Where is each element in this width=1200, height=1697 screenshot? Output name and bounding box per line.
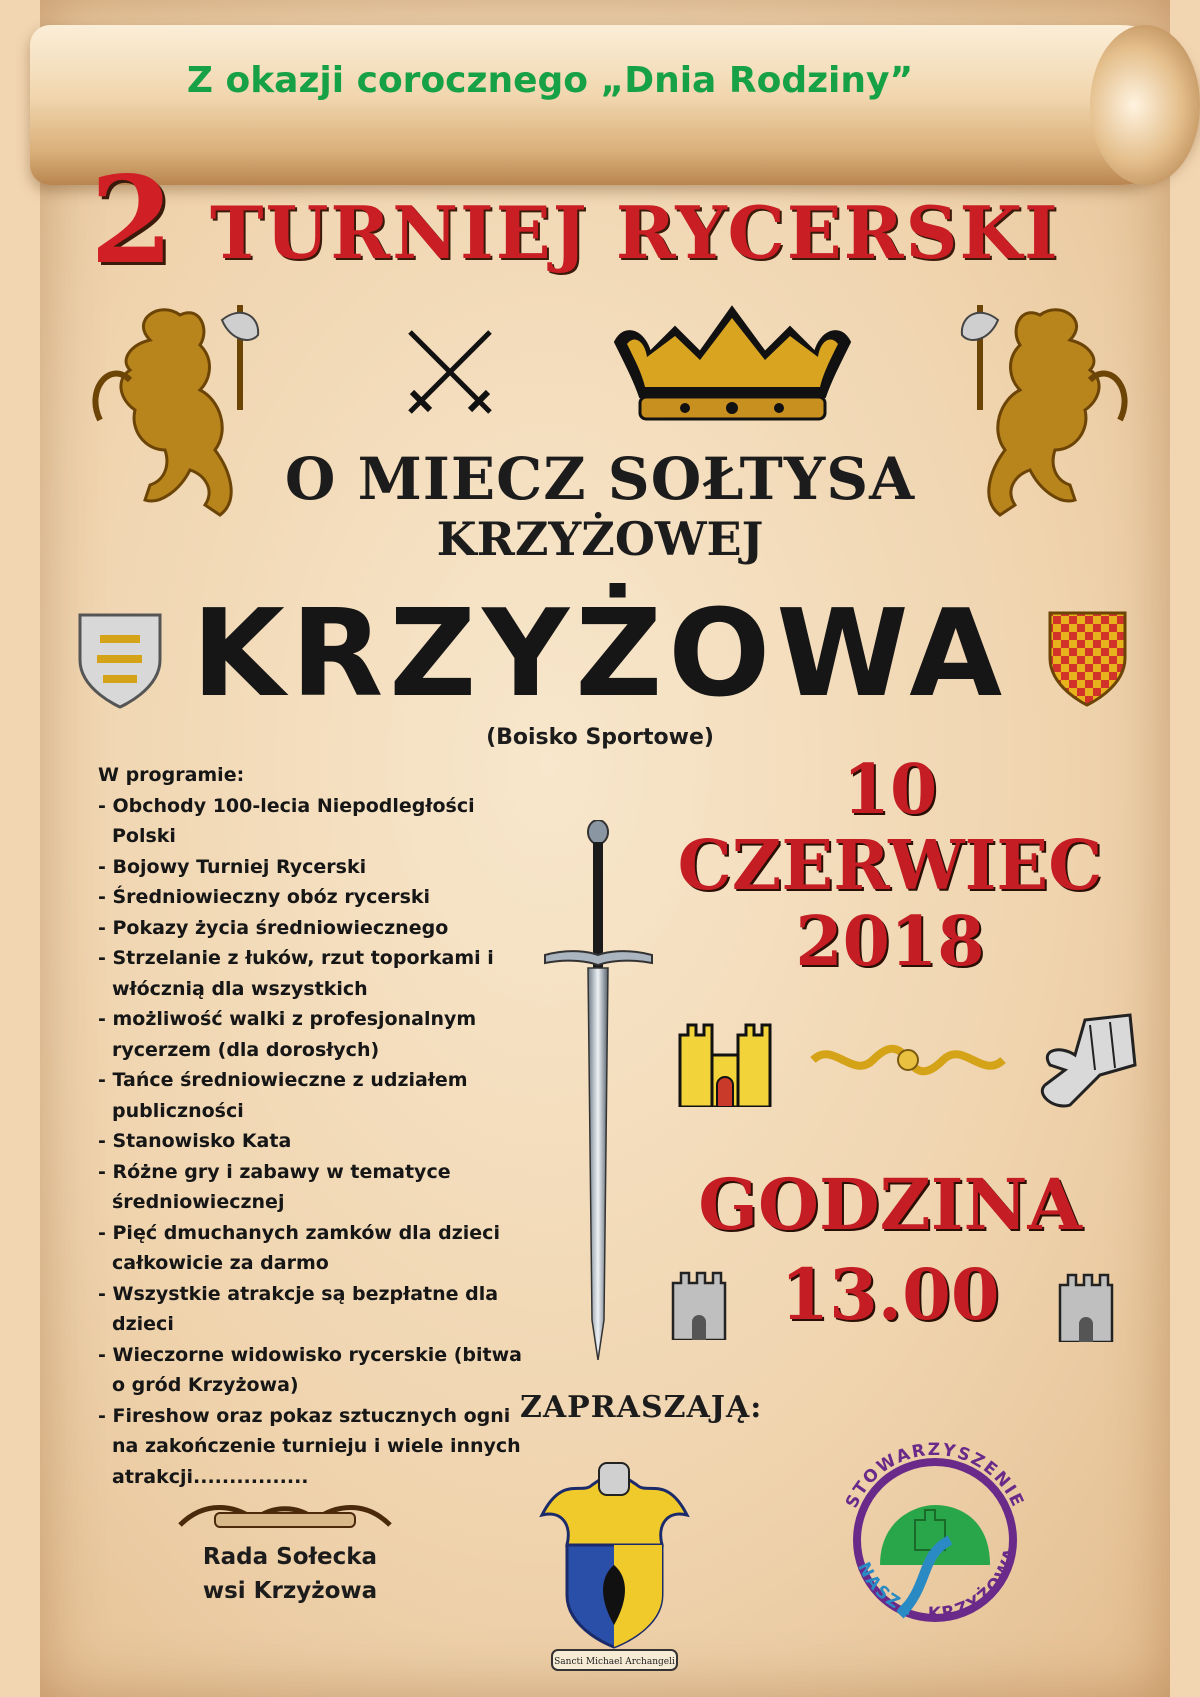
date-day: 10 (842, 750, 938, 830)
list-item: - Pokazy życia średniowiecznego (98, 916, 449, 939)
svg-text:NASZA (853, 1559, 916, 1620)
crest-motto: Sancti Michael Archangeli (554, 1657, 675, 1667)
event-title: TURNIEJ RYCERSKI (210, 190, 1060, 275)
association-name-top: STOWARZYSZENIE (842, 1439, 1028, 1512)
list-item: - Pięć dmuchanych zamków dla dzieci całkowicie za darmo (98, 1221, 500, 1274)
list-item: - możliwość walki z profesjonalnym rycerzem (dla dorosłych) (98, 1008, 477, 1061)
council-signature (160, 1540, 420, 1608)
list-item: - Tańce średniowieczne z udziałem publiczności (98, 1069, 468, 1122)
crown-icon (605, 302, 860, 427)
location-detail: (Boisko Sportowe) (486, 725, 714, 750)
tower-icon (668, 1268, 730, 1340)
council-line-2: wsi Krzyżowa (202, 1578, 378, 1604)
association-logo-icon (820, 1425, 1050, 1655)
program-heading: W programie: (98, 764, 245, 786)
date-year: 2018 (795, 902, 985, 982)
ornament-icon (808, 1040, 1008, 1080)
list-item: - Fireshow oraz pokaz sztucznych ogni na zakończenie turnieju i wiele innych atrakcji................ (98, 1404, 521, 1488)
location-title: KRZYŻOWA (191, 585, 1009, 724)
council-line-1: Rada Sołecka (202, 1544, 378, 1570)
time-value: 13.00 (780, 1253, 1000, 1336)
date-month: CZERWIEC (677, 826, 1103, 906)
list-item: - Wieczorne widowisko rycerskie (bitwa o gród Krzyżowa) (98, 1343, 523, 1396)
list-item: - Bojowy Turniej Rycerski (98, 855, 367, 878)
gauntlet-icon (1025, 1010, 1140, 1115)
prize-title-village: KRZYŻOWEJ (436, 512, 764, 566)
edition-number: 2 (90, 150, 174, 291)
prize-title: O MIECZ SOŁTYSA (284, 445, 916, 513)
association-name-right: KRZYŻOWA (927, 1544, 1022, 1625)
list-item: - Średniowieczny obóz rycerski (98, 886, 431, 908)
tower-icon (1055, 1270, 1117, 1342)
time-label: GODZINA (698, 1163, 1082, 1246)
castle-icon (675, 1015, 775, 1107)
ornament-icon (175, 1495, 395, 1540)
program-list (98, 760, 538, 1492)
list-item: - Wszystkie atrakcje są bezpłatne dla dzieci (98, 1282, 499, 1335)
list-item: - Różne gry i zabawy w tematyce średniowiecznej (98, 1160, 451, 1213)
crossed-swords-icon (400, 322, 500, 422)
scroll-roll-top (30, 25, 1200, 185)
invite-heading: ZAPRASZAJĄ: (520, 1390, 763, 1425)
association-name-left: NASZA (853, 1559, 917, 1621)
list-item: - Stanowisko Kata (98, 1130, 292, 1152)
crest-icon (532, 1455, 697, 1675)
list-item: - Obchody 100-lecia Niepodległości Polski (98, 794, 475, 847)
occasion-text: Z okazji corocznego „Dnia Rodziny” (186, 60, 914, 101)
event-date (610, 752, 1170, 980)
list-item: - Strzelanie z łuków, rzut toporkami i włócznią dla wszystkich (98, 947, 494, 1000)
